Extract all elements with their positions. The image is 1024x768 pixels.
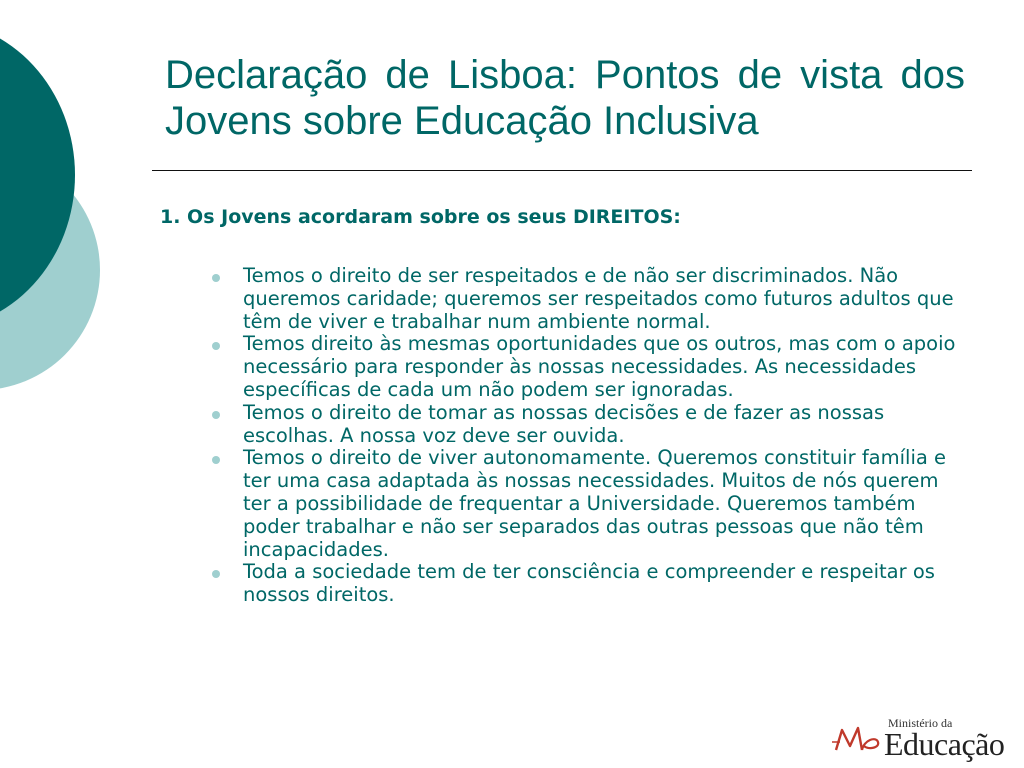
ministerio-educacao-logo xyxy=(832,716,1012,762)
bullet-item xyxy=(210,561,970,607)
me-monogram-icon xyxy=(832,716,888,762)
bullet-text: Temos o direito de ser respeitados e de não ser discriminados. Não queremos caridade; queremos ser respeitados como futuros adultos que têm de viver e trabalhar num ambiente normal. xyxy=(243,264,954,333)
bullet-item xyxy=(210,333,970,401)
bullet-item xyxy=(210,447,970,561)
bullet-dot-icon xyxy=(212,274,220,282)
bullet-dot-icon xyxy=(212,342,220,350)
bullet-item xyxy=(210,402,970,448)
bullet-list xyxy=(210,265,970,607)
bullet-text: Toda a sociedade tem de ter consciência e compreender e respeitar os nossos direitos. xyxy=(243,560,935,607)
logo-educacao-text: Educação xyxy=(884,726,1005,762)
bullet-item xyxy=(210,265,970,333)
title-divider xyxy=(152,170,972,171)
section-heading: 1. Os Jovens acordaram sobre os seus DIREITOS: xyxy=(160,206,681,228)
logo-ministerio-text: Ministério da xyxy=(888,716,953,730)
slide-title: Declaração de Lisboa: Pontos de vista dos Jovens sobre Educação Inclusiva xyxy=(165,53,965,143)
bullet-dot-icon xyxy=(212,570,220,578)
bullet-dot-icon xyxy=(212,411,220,419)
bullet-text: Temos o direito de tomar as nossas decisões e de fazer as nossas escolhas. A nossa voz deve ser ouvida. xyxy=(243,400,885,447)
bullet-text: Temos direito às mesmas oportunidades que os outros, mas com o apoio necessário para responder às nossas necessidades. As necessidades específicas de cada um não podem ser ignoradas. xyxy=(243,332,956,401)
bullet-text: Temos o direito de viver autonomamente. Queremos constituir família e ter uma casa adaptada às nossas necessidades. Muitos de nós querem ter a possibilidade de frequentar a Universidade. Queremos também poder trabalhar e não ser separados das outras pessoas que não têm incapacidades. xyxy=(243,446,947,561)
bullet-dot-icon xyxy=(212,456,220,464)
